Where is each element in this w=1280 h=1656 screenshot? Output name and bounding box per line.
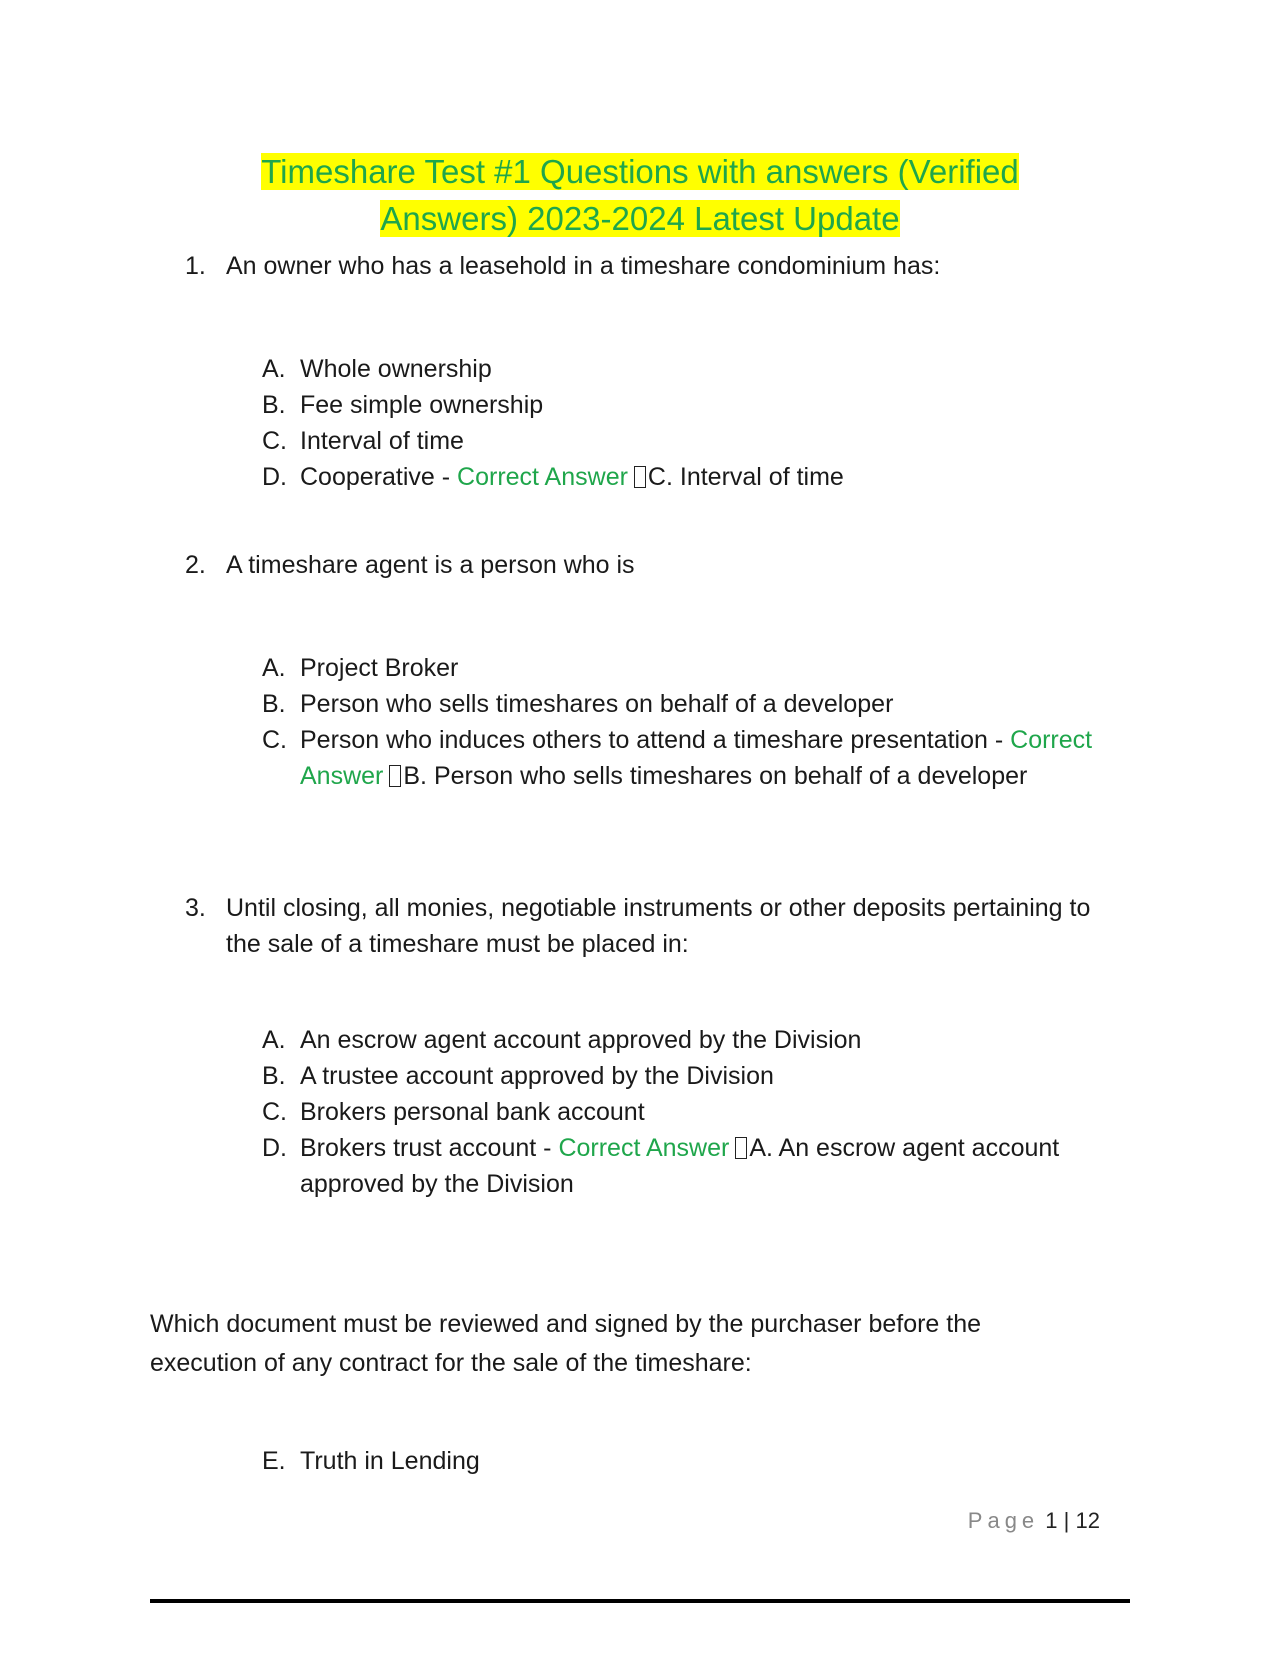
page-total: 12 bbox=[1075, 1508, 1100, 1533]
correct-answer-label: Correct Answer bbox=[300, 726, 1093, 790]
correct-answer-label: Correct Answer bbox=[457, 463, 628, 491]
question-3-options bbox=[262, 1022, 1132, 1202]
option-a: A. An escrow agent account approved by the Division bbox=[262, 1026, 862, 1054]
answer-text: B. Person who sells timeshares on behalf of a developer bbox=[403, 762, 1028, 790]
option-e: E. Truth in Lending bbox=[262, 1447, 480, 1475]
option-b: B. Fee simple ownership bbox=[262, 391, 544, 419]
title-line-1: Timeshare Test #1 Questions with answers (Verified bbox=[261, 153, 1019, 190]
question-text: A timeshare agent is a person who is bbox=[226, 551, 635, 579]
option-c: C. Interval of time bbox=[262, 427, 464, 455]
answer-text: A. An escrow agent account approved by the Division bbox=[300, 1134, 1060, 1198]
option-e-list bbox=[262, 1443, 1132, 1479]
question-paragraph: Which document must be reviewed and signed by the purchaser before the execution of any contract for the sale of the timeshare: bbox=[150, 1310, 982, 1377]
answer-text: C. Interval of time bbox=[647, 463, 844, 491]
footer-rule bbox=[150, 1599, 1130, 1603]
page-current: 1 bbox=[1045, 1508, 1058, 1533]
question-1 bbox=[185, 248, 1125, 284]
checkbox-glyph-icon bbox=[389, 765, 401, 787]
question-2-options bbox=[262, 650, 1132, 794]
option-d: D. Brokers trust account - Correct Answer A. An escrow agent account approved by the Division bbox=[262, 1134, 1060, 1198]
page-footer bbox=[968, 1508, 1100, 1534]
question-2 bbox=[185, 547, 1125, 583]
document-title bbox=[150, 148, 1130, 242]
question-number: 2. bbox=[185, 551, 206, 579]
title-line-2: Answers) 2023-2024 Latest Update bbox=[380, 200, 900, 237]
page-separator: | bbox=[1063, 1508, 1070, 1533]
checkbox-glyph-icon bbox=[735, 1137, 747, 1159]
option-c: C. Brokers personal bank account bbox=[262, 1098, 645, 1126]
question-number: 3. bbox=[185, 894, 206, 922]
correct-answer-label: Correct Answer bbox=[558, 1134, 730, 1162]
page-label: Page bbox=[967, 1508, 1040, 1533]
option-b: B. Person who sells timeshares on behalf of a developer bbox=[262, 690, 894, 718]
option-b: B. A trustee account approved by the Division bbox=[262, 1062, 774, 1090]
question-text: An owner who has a leasehold in a timeshare condominium has: bbox=[226, 252, 941, 280]
checkbox-glyph-icon bbox=[634, 466, 646, 488]
option-d: D. Cooperative - Correct Answer C. Interval of time bbox=[262, 463, 844, 491]
question-1-options bbox=[262, 351, 1132, 495]
question-3 bbox=[185, 890, 1125, 962]
question-number: 1. bbox=[185, 252, 206, 280]
option-a: A. Whole ownership bbox=[262, 355, 492, 383]
option-a: A. Project Broker bbox=[262, 654, 459, 682]
option-c: C. Person who induces others to attend a timeshare presentation - Correct Answer B. Person who sells timeshares on behalf of a developer bbox=[262, 726, 1093, 790]
question-text: Until closing, all monies, negotiable instruments or other deposits pertaining to the sale of a timeshare must be placed in: bbox=[226, 894, 1091, 958]
